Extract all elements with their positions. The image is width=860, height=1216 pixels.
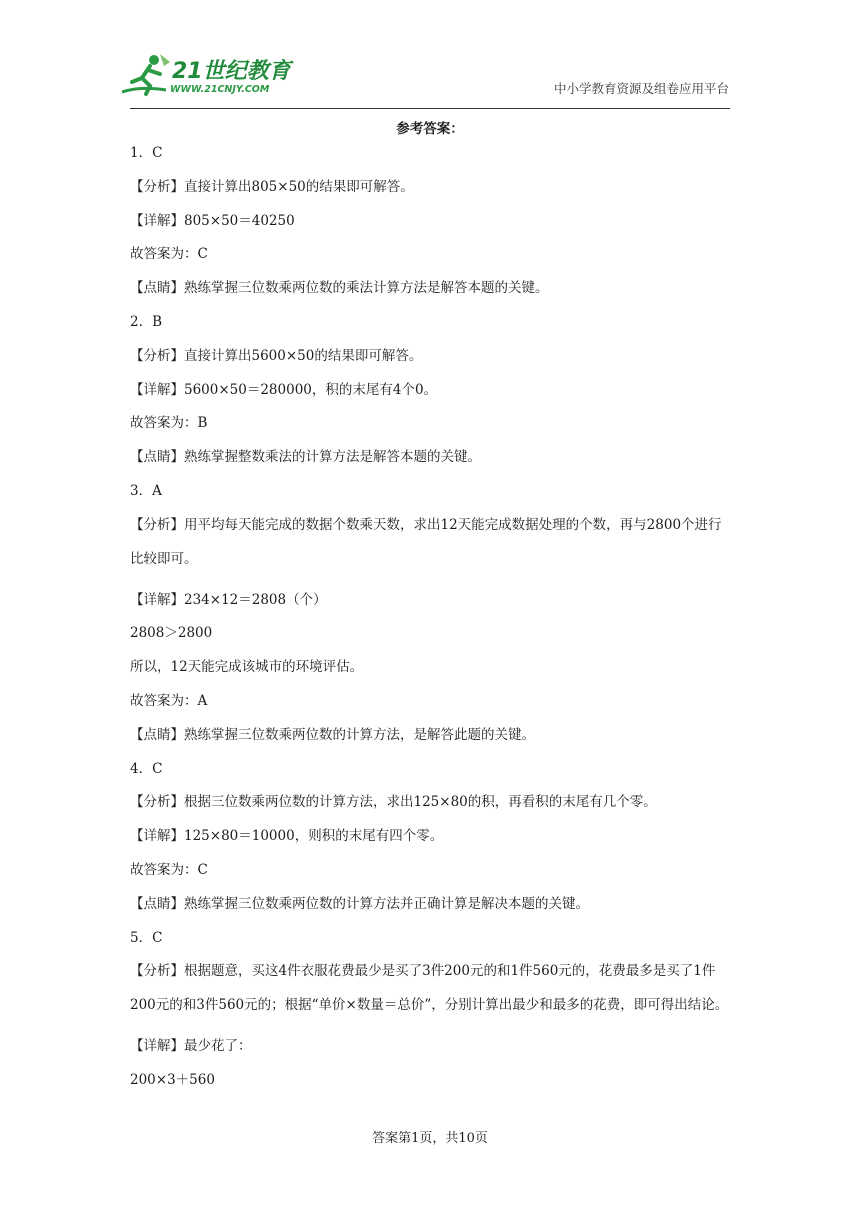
page-header	[0, 0, 860, 115]
answer-line: 5．C	[130, 929, 163, 946]
runner-logo-icon	[120, 52, 172, 98]
answer-line: 所以，12天能完成该城市的环境评估。	[130, 659, 364, 676]
page-title: 参考答案：	[396, 121, 464, 137]
header-divider	[130, 108, 730, 109]
answer-line: 【点睛】熟练掌握三位数乘两位数的计算方法，是解答此题的关键。	[130, 726, 535, 743]
answer-line: 【详解】805×50＝40250	[130, 212, 295, 229]
answer-line: 2808＞2800	[130, 625, 213, 642]
answer-line: 【详解】234×12＝2808（个）	[130, 591, 327, 608]
answer-line: 故答案为：C	[130, 861, 208, 878]
page-footer: 答案第1页，共10页	[372, 1131, 488, 1146]
answer-line: 【详解】5600×50＝280000，积的末尾有4个0。	[130, 381, 438, 398]
logo-text: 21世纪教育	[172, 59, 291, 84]
answer-line: 【分析】直接计算出5600×50的结果即可解答。	[130, 347, 423, 364]
answer-line: 【分析】直接计算出805×50的结果即可解答。	[130, 178, 414, 195]
answer-line: 【分析】用平均每天能完成的数据个数乘天数，求出12天能完成数据处理的个数，再与2800个进行比较即可。	[130, 516, 722, 567]
answer-line: 2．B	[130, 313, 163, 330]
answer-line: 故答案为：C	[130, 246, 208, 263]
answer-line: 1．C	[130, 145, 163, 161]
answer-content	[130, 143, 730, 1104]
logo	[120, 52, 320, 102]
answer-line: 【点睛】熟练掌握整数乘法的计算方法是解答本题的关键。	[130, 449, 481, 466]
answer-line: 故答案为：A	[130, 692, 208, 709]
answer-line: 3．A	[130, 482, 162, 499]
answer-line: 4．C	[130, 760, 163, 777]
answer-line: 【详解】最少花了：	[130, 1038, 252, 1055]
answer-line: 【详解】125×80＝10000，则积的末尾有四个零。	[130, 828, 444, 845]
answer-line: 【分析】根据题意，买这4件衣服花费最少是买了3件200元的和1件560元的，花费最多是买了1件200元的和3件560元的；根据“单价×数量＝总价”，分别计算出最少和最多的花费，即可得出结论。	[130, 963, 729, 1014]
answer-line: 【点睛】熟练掌握三位数乘两位数的乘法计算方法是解答本题的关键。	[130, 280, 549, 297]
answer-line: 【点睛】熟练掌握三位数乘两位数的计算方法并正确计算是解决本题的关键。	[130, 895, 589, 912]
answer-line: 200×3＋560	[130, 1071, 215, 1088]
answer-line: 故答案为：B	[130, 415, 208, 432]
logo-url: WWW.21CNJY.COM	[170, 84, 270, 95]
answer-line: 【分析】根据三位数乘两位数的计算方法，求出125×80的积，再看积的末尾有几个零。	[130, 794, 657, 811]
platform-name: 中小学教育资源及组卷应用平台	[553, 81, 729, 96]
